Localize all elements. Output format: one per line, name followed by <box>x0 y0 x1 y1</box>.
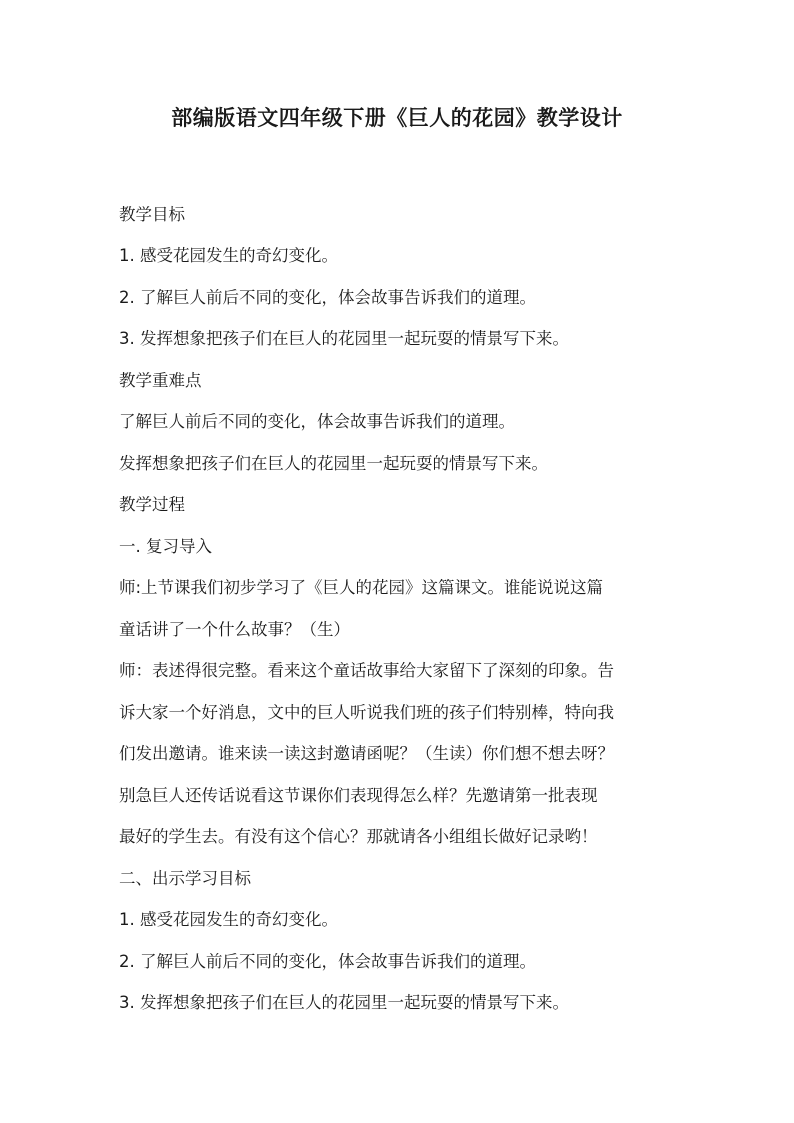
paragraph-line: 诉大家一个好消息，文中的巨人听说我们班的孩子们特别棒，特向我 <box>119 703 614 722</box>
document-title: 部编版语文四年级下册《巨人的花园》教学设计 <box>171 106 623 130</box>
section-heading-process: 教学过程 <box>119 495 185 514</box>
paragraph-line: 最好的学生去。有没有这个信心？那就请各小组组长做好记录哟！ <box>119 827 598 846</box>
paragraph-line: 师：表述得很完整。看来这个童话故事给大家留下了深刻的印象。告 <box>119 661 614 680</box>
goal-item-3: 3. 发挥想象把孩子们在巨人的花园里一起玩耍的情景写下来。 <box>119 993 569 1012</box>
key-point-1: 了解巨人前后不同的变化，体会故事告诉我们的道理。 <box>119 412 515 431</box>
objective-item-3: 3. 发挥想象把孩子们在巨人的花园里一起玩耍的情景写下来。 <box>119 329 569 348</box>
paragraph-line: 别急巨人还传话说看这节课你们表现得怎么样？先邀请第一批表现 <box>119 786 598 805</box>
subsection-heading-review: 一. 复习导入 <box>119 537 212 556</box>
objective-item-2: 2. 了解巨人前后不同的变化，体会故事告诉我们的道理。 <box>119 288 536 307</box>
paragraph-line: 们发出邀请。谁来读一读这封邀请函呢？（生读）你们想不想去呀？ <box>119 744 614 763</box>
goal-item-2: 2. 了解巨人前后不同的变化，体会故事告诉我们的道理。 <box>119 952 536 971</box>
section-heading-objectives: 教学目标 <box>119 205 185 224</box>
objective-item-1: 1. 感受花园发生的奇幻变化。 <box>119 246 338 265</box>
key-point-2: 发挥想象把孩子们在巨人的花园里一起玩耍的情景写下来。 <box>119 454 548 473</box>
goal-item-1: 1. 感受花园发生的奇幻变化。 <box>119 910 338 929</box>
subsection-heading-goals: 二、出示学习目标 <box>119 869 251 888</box>
paragraph-line: 师:上节课我们初步学习了《巨人的花园》这篇课文。谁能说说这篇 <box>119 578 604 597</box>
section-heading-key-points: 教学重难点 <box>119 371 202 390</box>
paragraph-line: 童话讲了一个什么故事？（生） <box>119 620 350 639</box>
